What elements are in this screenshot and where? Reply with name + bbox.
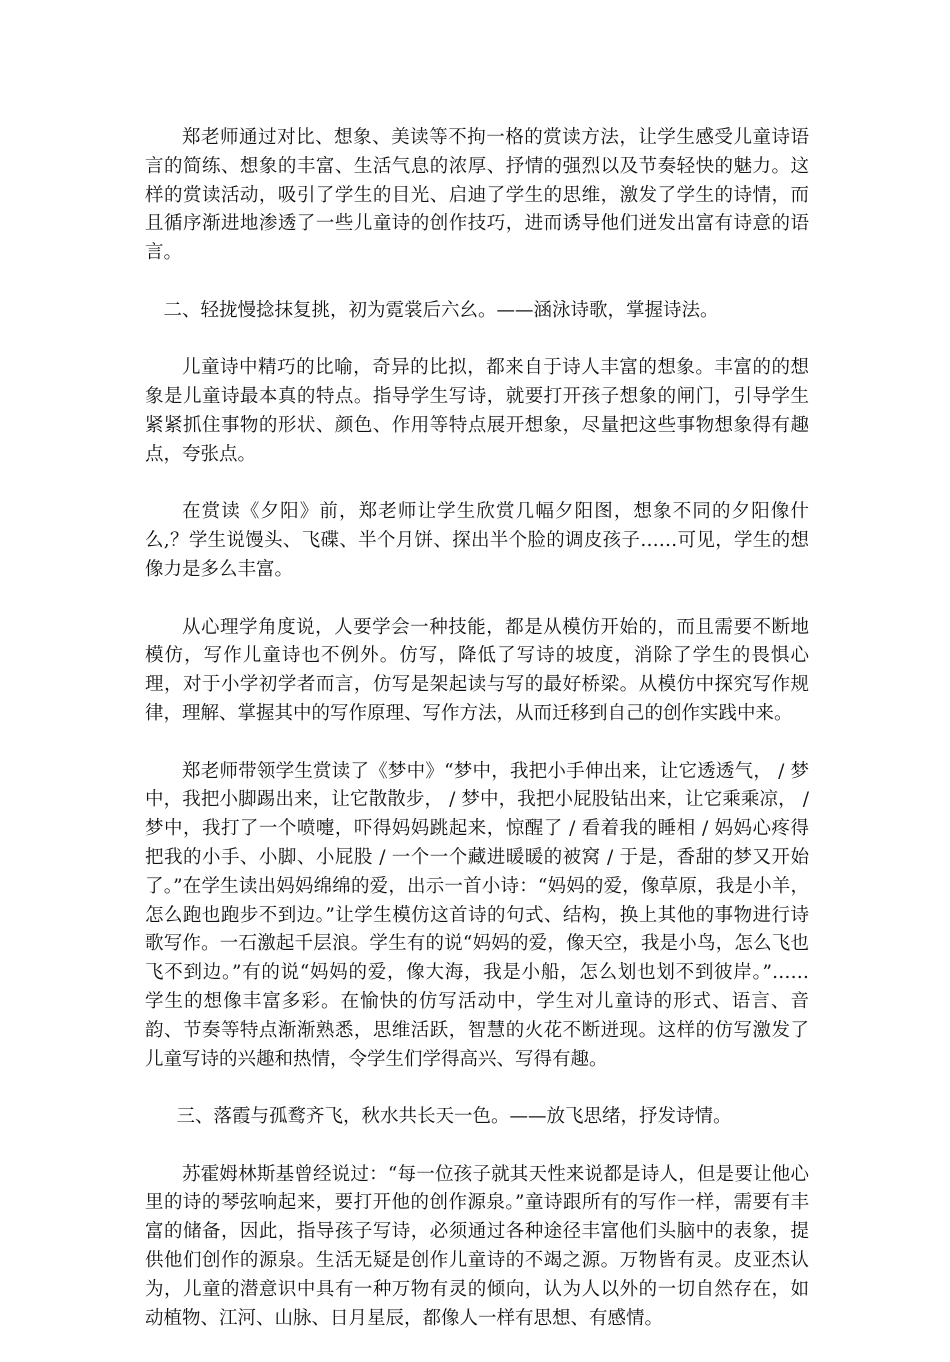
section-heading-two: 二、轻拢慢捻抹复挑，初为霓裳后六幺。——涵泳诗歌，掌握诗法。 (163, 299, 719, 321)
paragraph-creative-source: 苏霍姆林斯基曾经说过：“每一位孩子就其天性来说都是诗人，但是要让他心里的诗的琴弦响起来，要打开他的创作源泉。”童诗跟所有的写作一样，需要有丰富的储备，因此，指导孩子写诗，必须通过各种途径丰富他们头脑中的表象，提供他们创作的源泉。生活无疑是创作儿童诗的不竭之源。万物皆有灵。皮亚杰认为，儿童的潜意识中具有一种万物有灵的倾向，认为人以外的一切自然存在，如动植物、江河、山脉、日月星辰，都像人一样有思想、有感情。 (145, 1163, 809, 1329)
paragraph-imitation: 从心理学角度说，人要学会一种技能，都是从模仿开始的，而且需要不断地模仿，写作儿童诗也不例外。仿写，降低了写诗的坡度，消除了学生的畏惧心理，对于小学初学者而言，仿写是架起读与写的最好桥梁。从模仿中探究写作规律，理解、掌握其中的写作原理、写作方法，从而迁移到自己的创作实践中来。 (145, 616, 809, 724)
paragraph-imagination: 儿童诗中精巧的比喻，奇异的比拟，都来自于诗人丰富的想象。丰富的的想象是儿童诗最本真的特点。指导学生写诗，就要打开孩子想象的闸门，引导学生紧紧抓住事物的形状、颜色、作用等特点展开想象，尽量把这些事物想象得有趣点，夸张点。 (145, 357, 809, 465)
paragraph-appreciation-methods: 郑老师通过对比、想象、美读等不拘一格的赏读方法，让学生感受儿童诗语言的简练、想象的丰富、生活气息的浓厚、抒情的强烈以及节奏轻快的魅力。这样的赏读活动，吸引了学生的目光、启迪了学生的思维，激发了学生的诗情，而且循序渐进地渗透了一些儿童诗的创作技巧，进而诱导他们迸发出富有诗意的语言。 (145, 127, 809, 264)
paragraph-sunset-example: 在赏读《夕阳》前，郑老师让学生欣赏几幅夕阳图，想象不同的夕阳像什么,？学生说馒头、飞碟、半个月饼、探出半个脸的调皮孩子……可见，学生的想像力是多么丰富。 (145, 501, 809, 580)
section-heading-three: 三、落霞与孤鹜齐飞，秋水共长天一色。——放飞思绪，抒发诗情。 (176, 1106, 732, 1128)
paragraph-dream-poem: 郑老师带领学生赏读了《梦中》“梦中，我把小手伸出来，让它透透气， / 梦中，我把小脚踢出来，让它散散步， / 梦中，我把小屁股钻出来，让它乘乘凉， / 梦中，我打了一个喷嚏，吓得妈妈跳起来，惊醒了 / 看着我的睡相 / 妈妈心疼得把我的小手、小脚、小屁股 / 一个一个藏进暖暖的被窝 / 于是，香甜的梦又开始了。”在学生读出妈妈绵绵的爱，出示一首小诗：“妈妈的爱，像草原，我是小羊，怎么跑也跑步不到边。”让学生模仿这首诗的句式、结构，换上其他的事物进行诗歌写作。一石激起千层浪。学生有的说“妈妈的爱，像天空，我是小鸟，怎么飞也飞不到边。”有的说“妈妈的爱，像大海，我是小船，怎么划也划不到彼岸。”…… 学生的想像丰富多彩。在愉快的仿写活动中，学生对儿童诗的形式、语言、音韵、节奏等特点渐渐熟悉，思维活跃，智慧的火花不断迸现。这样的仿写激发了儿童写诗的兴趣和热情，令学生们学得高兴、写得有趣。 (145, 760, 828, 1070)
document-body (145, 124, 828, 1362)
